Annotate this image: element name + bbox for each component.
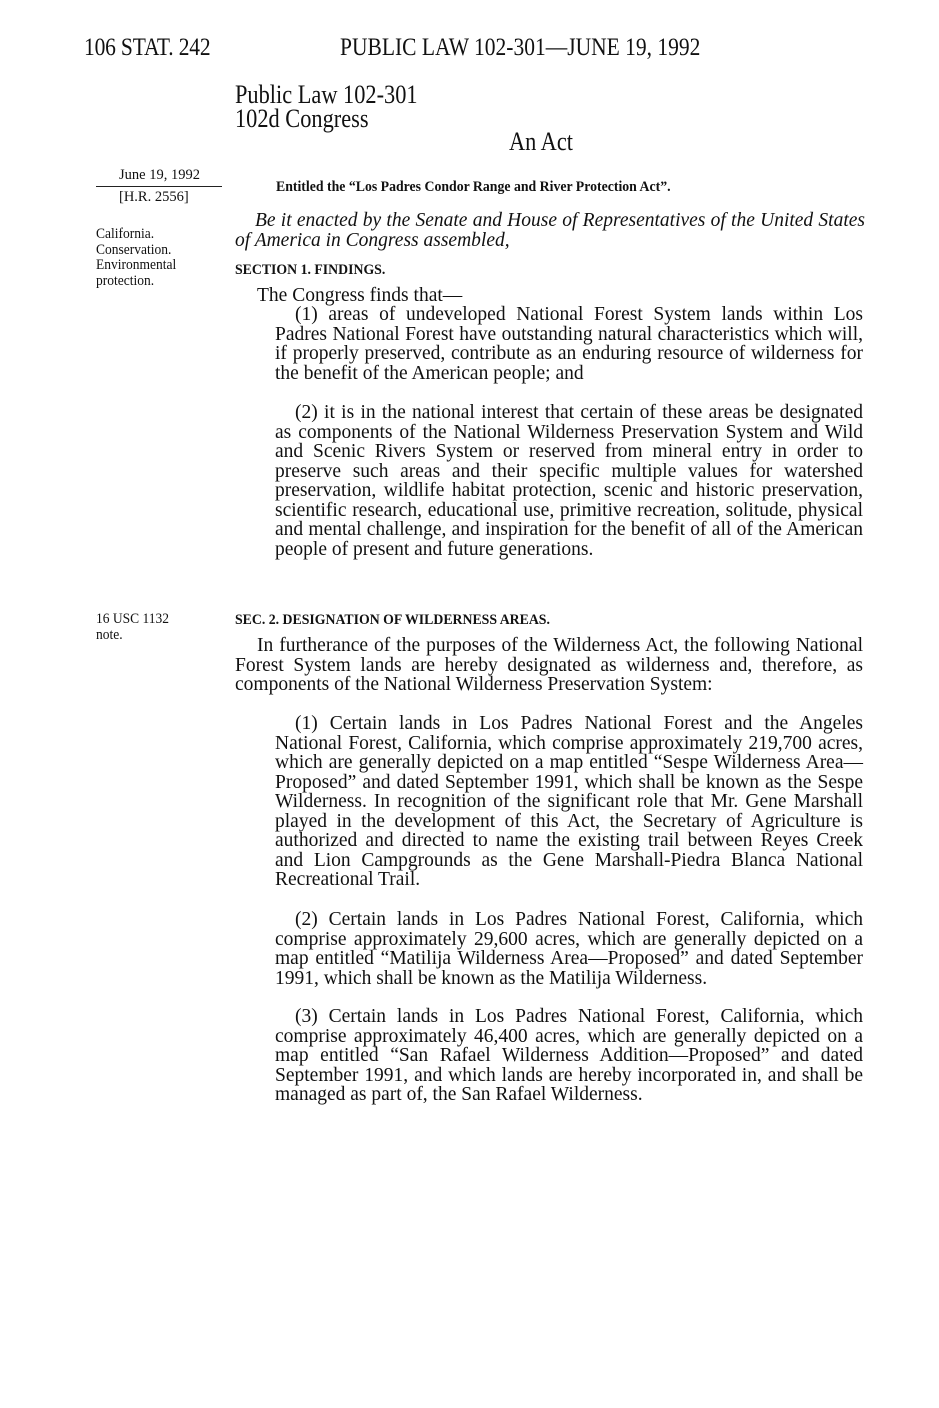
margin-usc-citation: [96, 611, 169, 643]
margin-divider: [96, 186, 222, 187]
section-1-heading: SECTION 1. FINDINGS.: [235, 262, 386, 278]
margin-subject: California.: [96, 226, 155, 242]
act-heading: An Act: [509, 127, 573, 156]
page-stat-citation: 106 STAT. 242: [84, 34, 211, 61]
finding-paragraph: (2) it is in the national interest that certain of these areas be designated as components of the National Wilderness Preservation System and Wild and Scenic Rivers System or reserved from mineral entry in order to preserve such areas and their specific multiple values for watershed preservation, wildlife habitat protection, scenic and historic preservation, scientific research, educational use, primitive recreation, solitude, physical and mental challenge, and inspiration for the benefit of all of the American people of present and future generations.: [275, 402, 863, 560]
margin-subjects: [96, 227, 176, 289]
running-title: PUBLIC LAW 102-301—JUNE 19, 1992: [340, 34, 701, 61]
enacting-clause: Be it enacted by the Senate and House of Representatives of the United States of America in Congress assembled,: [235, 210, 865, 251]
usc-reference: 16 USC 1132: [96, 611, 170, 627]
margin-subject: protection.: [96, 272, 155, 289]
section-2-heading: SEC. 2. DESIGNATION OF WILDERNESS AREAS.: [235, 612, 550, 628]
margin-subject: Conservation.: [96, 241, 172, 258]
wilderness-item: (3) Certain lands in Los Padres National Forest, California, which comprise approximately 46,400 acres, which are generally depicted on a map entitled “San Rafael Wilderness Addition—Proposed” and dated September 1991, and which lands are hereby incorporated in, and shall be managed as part of, the San Rafael Wilderness.: [275, 1006, 863, 1105]
law-title: Public Law 102-301: [235, 80, 418, 109]
margin-bill-number: [H.R. 2556]: [119, 189, 189, 205]
margin-date: June 19, 1992: [119, 167, 200, 183]
finding-paragraph: (1) areas of undeveloped National Forest System lands within Los Padres National Forest have outstanding natural characteristics which will, if properly preserved, contribute as an enduring resource of wilderness for the benefit of the American people; and: [275, 304, 863, 384]
wilderness-item: (1) Certain lands in Los Padres National Forest and the Angeles National Forest, California, which comprise approximately 219,700 acres, which are generally depicted on a map entitled “Sespe Wilderness Area—Proposed” and dated September 1991, which shall be known as the Sespe Wilderness. In recognition of the significant role that Mr. Gene Marshall played in the development of this Act, the Secretary of Agriculture is authorized and directed to name the existing trail between Reyes Creek and Lion Campgrounds as the Gene Marshall-Piedra Blanca National Recreational Trail.: [275, 713, 863, 890]
entitled-line: Entitled the “Los Padres Condor Range and River Protection Act”.: [276, 179, 671, 195]
congress-label: 102d Congress: [235, 104, 369, 133]
section-1-intro: The Congress finds that—: [257, 285, 463, 306]
wilderness-item: (2) Certain lands in Los Padres National Forest, California, which comprise approximately 29,600 acres, which are generally depicted on a map entitled “Matilija Wilderness Area—Proposed” and dated September 1991, which shall be known as the Matilija Wilderness.: [275, 909, 863, 989]
usc-note: note.: [96, 627, 123, 643]
margin-subject: Environmental: [96, 257, 177, 273]
section-2-intro: In furtherance of the purposes of the Wilderness Act, the following National Forest System lands are hereby designated as wilderness and, therefore, as components of the National Wilderness Preservation System:: [235, 635, 863, 695]
